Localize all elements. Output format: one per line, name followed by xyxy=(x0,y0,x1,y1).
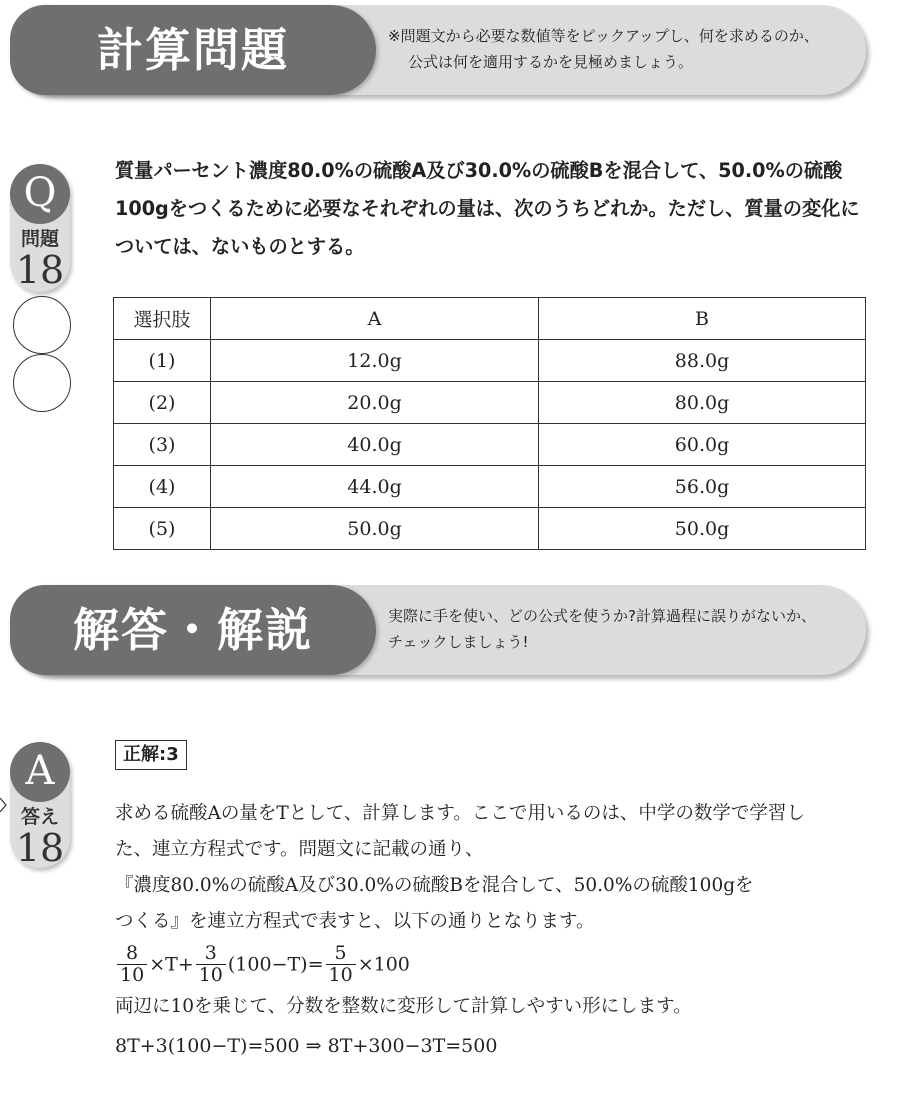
fraction xyxy=(326,943,356,986)
answer-explanation-banner xyxy=(10,585,866,675)
fraction xyxy=(117,943,147,986)
question-number: 18 xyxy=(15,248,65,292)
table-row xyxy=(114,382,866,424)
check-circle[interactable] xyxy=(13,354,71,412)
question-letter: Q xyxy=(10,164,70,224)
amount-b: 50.0g xyxy=(539,508,866,550)
question-word: 問題 xyxy=(20,228,59,250)
amount-a: 20.0g xyxy=(211,382,539,424)
numerator: 5 xyxy=(326,943,356,965)
explanation-line: 両辺に10を乗じて、分数を整数に変形して計算しやすい形にします。 xyxy=(115,996,692,1017)
section-title: 解答・解説 xyxy=(10,585,376,675)
choice-number: (2) xyxy=(114,382,211,424)
denominator: 10 xyxy=(120,964,145,986)
chevron-right-icon xyxy=(0,798,7,812)
choice-number: (3) xyxy=(114,424,211,466)
correct-answer-label: 正解:3 xyxy=(115,740,187,770)
amount-a: 44.0g xyxy=(211,466,539,508)
numerator: 3 xyxy=(196,943,226,965)
check-circle[interactable] xyxy=(13,296,71,354)
header-choice: 選択肢 xyxy=(114,298,211,340)
calculation-problem-banner xyxy=(10,5,866,95)
table-row xyxy=(114,424,866,466)
note-line: 公式は何を適用するかを見極めましょう。 xyxy=(408,53,694,71)
table-header-row xyxy=(114,298,866,340)
explanation-line: た、連立方程式です。問題文に記載の通り、 xyxy=(115,839,484,860)
header-a: A xyxy=(211,298,539,340)
operator: ×100 xyxy=(357,953,410,976)
equation xyxy=(115,943,410,993)
note-line: チェックしましょう! xyxy=(388,633,529,651)
choices-table xyxy=(113,297,866,550)
numerator: 8 xyxy=(117,943,147,965)
note-line: ※問題文から必要な数値等をピックアップし、何を求めるのか、 xyxy=(388,27,819,45)
amount-b: 60.0g xyxy=(539,424,866,466)
explanation-text xyxy=(115,796,885,940)
answer-word: 答え xyxy=(20,806,59,828)
choice-number: (5) xyxy=(114,508,211,550)
amount-a: 50.0g xyxy=(211,508,539,550)
choice-number: (1) xyxy=(114,340,211,382)
explanation-line: つくる』を連立方程式で表すと、以下の通りとなります。 xyxy=(115,911,595,932)
amount-b: 56.0g xyxy=(539,466,866,508)
table-row xyxy=(114,340,866,382)
amount-a: 40.0g xyxy=(211,424,539,466)
note-line: 実際に手を使い、どの公式を使うか?計算過程に誤りがないか、 xyxy=(388,607,816,625)
table-row xyxy=(114,466,866,508)
fraction xyxy=(196,943,226,986)
operator: (100−T)= xyxy=(227,953,324,976)
answer-number: 18 xyxy=(15,826,65,870)
section-note xyxy=(388,603,858,655)
question-tab xyxy=(10,164,70,292)
denominator: 10 xyxy=(328,964,353,986)
denominator: 10 xyxy=(198,964,223,986)
section-note xyxy=(388,23,858,75)
header-b: B xyxy=(539,298,866,340)
table-row xyxy=(114,508,866,550)
explanation-line: 『濃度80.0%の硫酸A及び30.0%の硫酸Bを混合して、50.0%の硫酸100gを xyxy=(115,875,754,896)
answer-tab xyxy=(10,742,70,868)
amount-a: 12.0g xyxy=(211,340,539,382)
amount-b: 80.0g xyxy=(539,382,866,424)
choice-number: (4) xyxy=(114,466,211,508)
question-text: 質量パーセント濃度80.0%の硫酸A及び30.0%の硫酸Bを混合して、50.0%の硫酸100gをつくるために必要なそれぞれの量は、次のうちどれか。ただし、質量の変化については、ないものとする。 xyxy=(115,159,860,258)
explanation-line: 求める硫酸Aの量をTとして、計算します。ここで用いるのは、中学の数学で学習し xyxy=(115,803,805,824)
operator: ×T+ xyxy=(149,953,194,976)
amount-b: 88.0g xyxy=(539,340,866,382)
answer-letter: A xyxy=(10,742,70,802)
equation-steps: 8T+3(100−T)=500 ⇒ 8T+300−3T=500 xyxy=(115,1035,498,1057)
section-title: 計算問題 xyxy=(10,5,376,95)
